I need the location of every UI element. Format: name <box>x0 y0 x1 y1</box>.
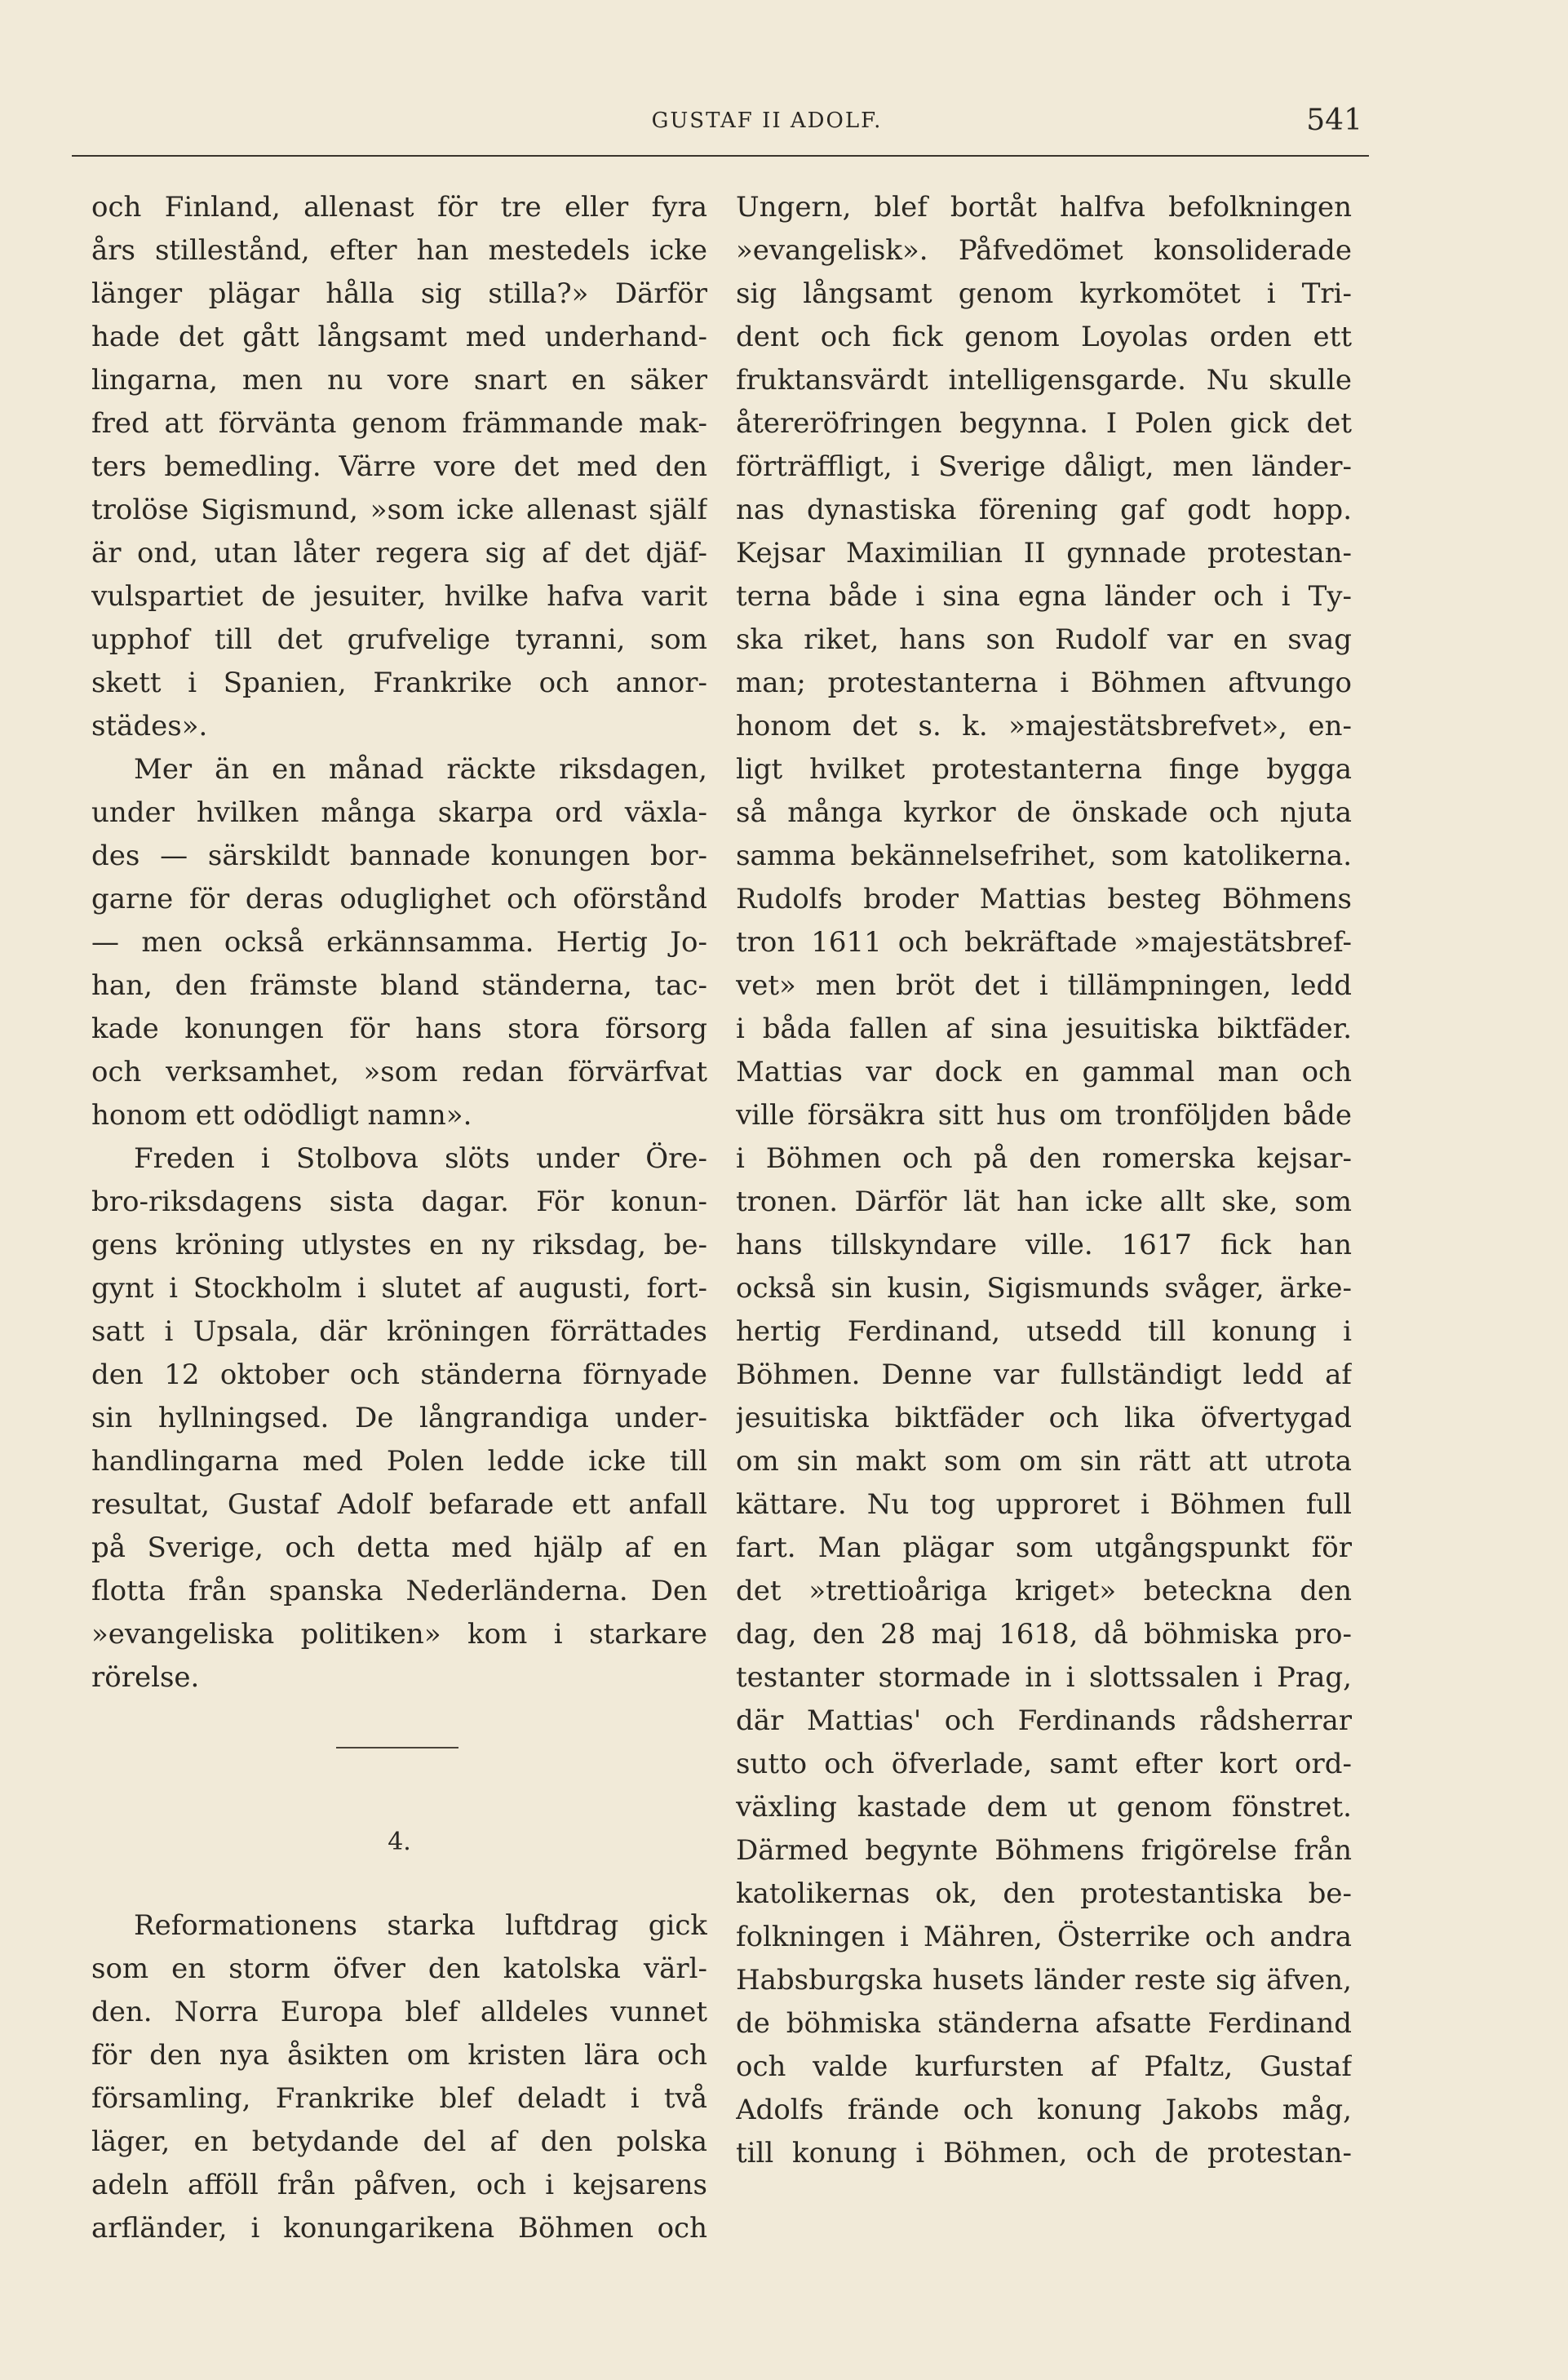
text-line: »evangeliska politiken» kom i starkare <box>91 1618 707 1651</box>
text-line: vulspartiet de jesuiter, hvilke hafva varit <box>91 580 707 613</box>
text-line: folkningen i Mähren, Österrike och andra <box>736 1921 1352 1953</box>
text-line: Kejsar Maximilian II gynnade protestan- <box>736 537 1352 570</box>
text-line: handlingarna med Polen ledde icke till <box>91 1445 707 1478</box>
text-line: gynt i Stockholm i slutet af augusti, fort- <box>91 1272 707 1305</box>
text-line: också sin kusin, Sigismunds svåger, ärke- <box>736 1272 1352 1305</box>
text-line: garne för deras oduglighet och oförstånd <box>91 883 707 915</box>
text-line: där Mattias' och Ferdinands rådsherrar <box>736 1704 1352 1737</box>
text-line: Ungern, blef bortåt halfva befolkningen <box>736 191 1352 224</box>
text-line: skett i Spanien, Frankrike och annor- <box>91 667 707 699</box>
text-line: kättare. Nu tog upproret i Böhmen full <box>736 1488 1352 1521</box>
left-column <box>91 186 707 2250</box>
text-line: Rudolfs broder Mattias besteg Böhmens <box>736 883 1352 915</box>
text-line: »evangelisk». Påfvedömet konsoliderade <box>736 234 1352 267</box>
paragraph <box>91 186 707 748</box>
text-line: ville försäkra sitt hus om tronföljden både <box>736 1099 1352 1132</box>
text-line: hade det gått långsamt med underhand- <box>91 321 707 353</box>
text-line: så många kyrkor de önskade och njuta <box>736 796 1352 829</box>
text-line: Böhmen. Denne var fullständigt ledd af <box>736 1358 1352 1391</box>
text-line: förträffligt, i Sverige dåligt, men länder- <box>736 450 1352 483</box>
header-rule <box>72 155 1369 157</box>
text-line: — men också erkännsamma. Hertig Jo- <box>91 926 707 959</box>
text-line: är ond, utan låter regera sig af det djäf- <box>91 537 707 570</box>
text-line: om sin makt som om sin rätt att utrota <box>736 1445 1352 1478</box>
text-line: trolöse Sigismund, »som icke allenast själf <box>91 494 707 526</box>
text-line: hans tillskyndare ville. 1617 fick han <box>736 1229 1352 1261</box>
text-line: des — särskildt bannade konungen bor- <box>91 840 707 872</box>
text-line: till konung i Böhmen, och de protestan- <box>736 2137 1352 2169</box>
text-line: återeröfringen begynna. I Polen gick det <box>736 407 1352 440</box>
text-line: bro-riksdagens sista dagar. För konun- <box>91 1186 707 1218</box>
text-line: satt i Upsala, där kröningen förrättades <box>91 1315 707 1348</box>
text-line: sutto och öfverlade, samt efter kort ord- <box>736 1748 1352 1780</box>
text-line: tronen. Därför lät han icke allt ske, som <box>736 1186 1352 1218</box>
text-line: honom ett odödligt namn». <box>91 1099 472 1132</box>
paragraph <box>91 1137 707 1700</box>
text-line: upphof till det grufvelige tyranni, som <box>91 623 707 656</box>
text-line: nas dynastiska förening gaf godt hopp. <box>736 494 1352 526</box>
text-line: tron 1611 och bekräftade »majestätsbref- <box>736 926 1352 959</box>
text-line: resultat, Gustaf Adolf befarade ett anfall <box>91 1488 707 1521</box>
text-line: i båda fallen af sina jesuitiska biktfäder. <box>736 1013 1352 1045</box>
text-line: lingarna, men nu vore snart en säker <box>91 364 707 397</box>
text-line: för den nya åsikten om kristen lära och <box>91 2039 707 2072</box>
text-line: flotta från spanska Nederländerna. Den <box>91 1575 707 1607</box>
text-line: som en storm öfver den katolska värl- <box>91 1952 707 1985</box>
text-line: sig långsamt genom kyrkomötet i Tri- <box>736 277 1352 310</box>
text-line: katolikernas ok, den protestantiska be- <box>736 1877 1352 1910</box>
text-line: ligt hvilket protestanterna finge bygga <box>736 753 1352 786</box>
text-line: den 12 oktober och ständerna förnyade <box>91 1358 707 1391</box>
text-line: terna både i sina egna länder och i Ty- <box>736 580 1352 613</box>
text-line: Därmed begynte Böhmens frigörelse från <box>736 1834 1352 1867</box>
text-line: man; protestanterna i Böhmen aftvungo <box>736 667 1352 699</box>
paragraph <box>736 186 1352 2175</box>
text-line: vet» men bröt det i tillämpningen, ledd <box>736 969 1352 1002</box>
text-line: fart. Man plägar som utgångspunkt för <box>736 1531 1352 1564</box>
text-line: dent och fick genom Loyolas orden ett <box>736 321 1352 353</box>
text-line: städes». <box>91 710 208 742</box>
text-line: Mattias var dock en gammal man och <box>736 1056 1352 1088</box>
text-line: fred att förvänta genom främmande mak- <box>91 407 707 440</box>
running-head <box>0 104 1568 137</box>
text-line: under hvilken många skarpa ord växla- <box>91 796 707 829</box>
text-line: hertig Ferdinand, utsedd till konung i <box>736 1315 1352 1348</box>
text-line: de böhmiska ständerna afsatte Ferdinand <box>736 2007 1352 2040</box>
text-line: Habsburgska husets länder reste sig äfven, <box>736 1964 1352 1997</box>
text-line: samma bekännelsefrihet, som katolikerna. <box>736 840 1352 872</box>
text-line: fruktansvärdt intelligensgarde. Nu skulle <box>736 364 1352 397</box>
text-line: honom det s. k. »majestätsbrefvet», en- <box>736 710 1352 742</box>
text-line: dag, den 28 maj 1618, då böhmiska pro- <box>736 1618 1352 1651</box>
text-line: adeln afföll från påfven, och i kejsarens <box>91 2169 707 2201</box>
text-line: arfländer, i konungarikena Böhmen och <box>91 2212 707 2245</box>
text-line: sin hyllningsed. De långrandiga under- <box>91 1402 707 1434</box>
text-line: kade konungen för hans stora försorg <box>91 1013 707 1045</box>
running-head-title: GUSTAF II ADOLF. <box>651 109 883 133</box>
text-line: gens kröning utlystes en ny riksdag, be- <box>91 1229 707 1261</box>
text-line: Reformationens starka luftdrag gick <box>134 1909 707 1942</box>
section-number: 4. <box>388 1828 411 1856</box>
text-line: och valde kurfursten af Pfaltz, Gustaf <box>736 2050 1352 2083</box>
text-line: ska riket, hans son Rudolf var en svag <box>736 623 1352 656</box>
text-line: på Sverige, och detta med hjälp af en <box>91 1531 707 1564</box>
section-divider <box>336 1747 458 1748</box>
text-line: Mer än en månad räckte riksdagen, <box>134 753 707 786</box>
text-line: läger, en betydande del af den polska <box>91 2125 707 2158</box>
text-line: församling, Frankrike blef deladt i två <box>91 2082 707 2115</box>
text-line: års stillestånd, efter han mestedels icke <box>91 234 707 267</box>
right-column <box>736 186 1352 2175</box>
text-line: den. Norra Europa blef alldeles vunnet <box>91 1996 707 2028</box>
text-line: och verksamhet, »som redan förvärfvat <box>91 1056 707 1088</box>
text-line: växling kastade dem ut genom fönstret. <box>736 1791 1352 1824</box>
text-line: rörelse. <box>91 1661 200 1694</box>
paragraph <box>91 748 707 1137</box>
text-line: Adolfs frände och konung Jakobs måg, <box>736 2094 1352 2126</box>
page-number: 541 <box>1306 104 1362 137</box>
text-line: jesuitiska biktfäder och lika öfvertygad <box>736 1402 1352 1434</box>
text-line: länger plägar hålla sig stilla?» Därför <box>91 277 707 310</box>
text-line: i Böhmen och på den romerska kejsar- <box>736 1142 1352 1175</box>
text-line: och Finland, allenast för tre eller fyra <box>91 191 707 224</box>
text-line: han, den främste bland ständerna, tac- <box>91 969 707 1002</box>
paragraph <box>91 1904 707 2250</box>
text-line: det »trettioåriga kriget» beteckna den <box>736 1575 1352 1607</box>
text-line: testanter stormade in i slottssalen i Prag, <box>736 1661 1352 1694</box>
text-line: Freden i Stolbova slöts under Öre- <box>134 1142 707 1175</box>
text-line: ters bemedling. Värre vore det med den <box>91 450 707 483</box>
